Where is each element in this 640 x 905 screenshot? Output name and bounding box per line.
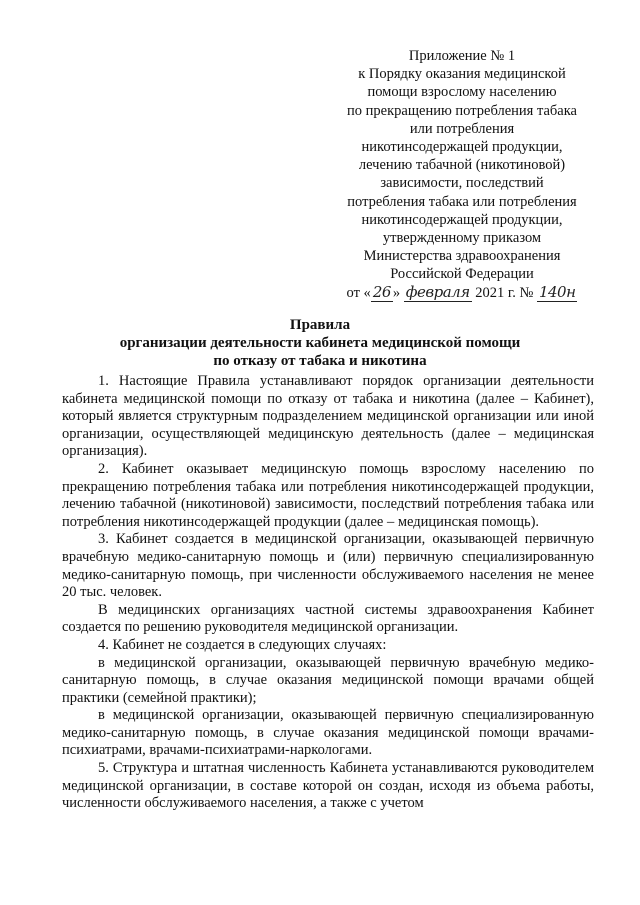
appendix-line: по прекращению потребления табака: [347, 102, 577, 119]
paragraph: 2. Кабинет оказывает медицинскую помощь взрослому населению по прекращению потребления табака или потребления никотинсодержащей продукции, лечению табачной (никотиновой) зависимости, последствий потребления табака или потребления никотинсодержащей продукции (далее – медицинская помощь).: [62, 460, 594, 530]
date-year: 2021 г. №: [475, 284, 534, 301]
order-number: 140н: [538, 282, 576, 301]
appendix-line: никотинсодержащей продукции,: [361, 139, 563, 156]
date-quote-close: »: [392, 284, 401, 301]
paragraph: 5. Структура и штатная численность Кабинета устанавливаются руководителем медицинской организации, в составе которой он создан, исходя из объема работы, численности обслуживаемого населения, а также с учетом: [62, 760, 594, 812]
paragraph: 4. Кабинет не создается в следующих случаях:: [98, 636, 387, 653]
appendix-line: потребления табака или потребления: [347, 193, 577, 210]
appendix-line: лечению табачной (никотиновой): [358, 157, 566, 174]
appendix-line: Приложение № 1: [408, 48, 516, 64]
appendix-line: Российской Федерации: [390, 266, 534, 283]
title-line: по отказу от табака и никотина: [213, 353, 427, 369]
title-line: Правила: [289, 317, 351, 333]
paragraph: 1. Настоящие Правила устанавливают порядок организации деятельности кабинета медицинской помощи по отказу от табака и никотина (далее – Кабинет), который является структурным подразделением медицинской организации или иной организации, осуществляющей медицинскую деятельность (далее – медицинская организация).: [62, 373, 594, 460]
appendix-line: к Порядку оказания медицинской: [358, 66, 566, 83]
appendix-line: никотинсодержащей продукции,: [361, 211, 563, 228]
appendix-line: зависимости, последствий: [380, 175, 544, 192]
appendix-header: [330, 47, 594, 302]
paragraph: В медицинских организациях частной системы здравоохранения Кабинет создается по решению руководителя медицинской организации.: [62, 601, 594, 636]
appendix-line: помощи взрослому населению: [367, 84, 557, 101]
appendix-line: или потребления: [409, 120, 515, 137]
title-line: организации деятельности кабинета медицинской помощи: [119, 335, 521, 351]
date-month: февраля: [405, 282, 470, 301]
document-body: [62, 373, 594, 813]
paragraph: в медицинской организации, оказывающей первичную врачебную медико-санитарную помощь, в случае оказания медицинской помощи врачами общей практики (семейной практики);: [62, 654, 594, 706]
appendix-line: утвержденному приказом: [382, 230, 542, 247]
paragraph: в медицинской организации, оказывающей первичную специализированную медико-санитарную помощь, в случае оказания медицинской помощи врачами-психиатрами, врачами-психиатрами-наркологами.: [62, 707, 594, 759]
appendix-line: Министерства здравоохранения: [363, 248, 561, 265]
order-date-line: [330, 284, 594, 302]
date-prefix: от «: [346, 284, 371, 301]
paragraph: 3. Кабинет создается в медицинской организации, оказывающей первичную врачебную медико-санитарную помощь и (или) первичную специализированную медико-санитарную помощь, при численности обслуживаемого населения не менее 20 тыс. человек.: [62, 531, 594, 601]
document-title: [0, 316, 640, 370]
date-day: 26: [372, 282, 391, 301]
